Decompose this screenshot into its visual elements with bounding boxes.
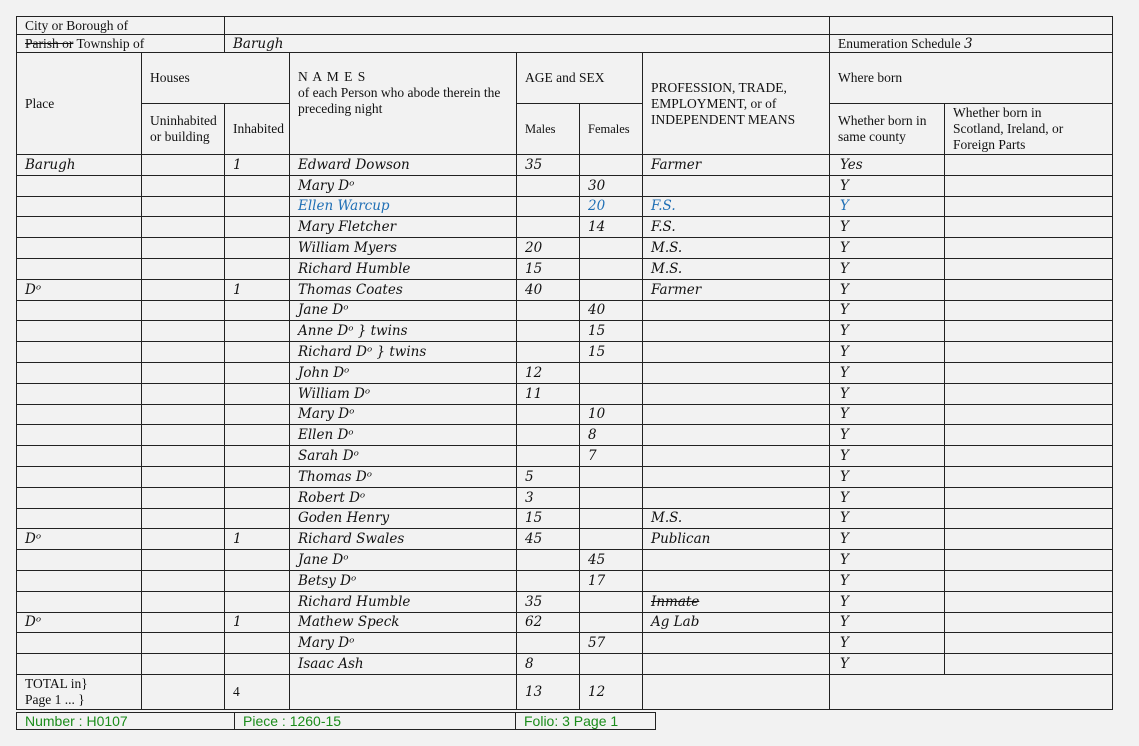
- row-profession: [643, 550, 830, 571]
- row-name: Richard Swales: [290, 529, 517, 550]
- row-uninhabited: [142, 321, 225, 342]
- row-born-same-county: Y: [830, 570, 945, 591]
- row-born-same-county: Y: [830, 425, 945, 446]
- table-row: [17, 196, 1113, 217]
- row-name: John Dᵒ: [290, 362, 517, 383]
- row-males: [517, 404, 580, 425]
- footer-number: Number : H0107: [17, 713, 235, 730]
- row-profession: [643, 300, 830, 321]
- row-born-foreign: [945, 570, 1113, 591]
- col-age-sex: AGE and SEX: [517, 53, 643, 104]
- row-inhabited: [225, 466, 290, 487]
- col-where-born: Where born: [830, 53, 1113, 104]
- row-born-same-county: Y: [830, 217, 945, 238]
- row-uninhabited: [142, 570, 225, 591]
- row-females: [580, 466, 643, 487]
- row-males: 15: [517, 508, 580, 529]
- borough-label: City or Borough of: [17, 17, 225, 35]
- row-born-same-county: Y: [830, 175, 945, 196]
- row-born-same-county: Y: [830, 591, 945, 612]
- row-born-same-county: Y: [830, 404, 945, 425]
- row-inhabited: [225, 633, 290, 654]
- row-profession: M.S.: [643, 258, 830, 279]
- row-name: Thomas Coates: [290, 279, 517, 300]
- row-born-foreign: [945, 321, 1113, 342]
- row-born-foreign: [945, 529, 1113, 550]
- col-houses: Houses: [142, 53, 290, 104]
- row-inhabited: [225, 425, 290, 446]
- schedule-label: Enumeration Schedule: [838, 35, 961, 51]
- census-table: [16, 16, 1113, 710]
- row-born-foreign: [945, 550, 1113, 571]
- row-profession: [643, 633, 830, 654]
- table-row: [17, 487, 1113, 508]
- row-place: [17, 550, 142, 571]
- table-row: [17, 217, 1113, 238]
- row-place: [17, 508, 142, 529]
- row-males: [517, 321, 580, 342]
- row-females: [580, 487, 643, 508]
- total-uninhabited: [142, 674, 225, 709]
- row-name: Mary Dᵒ: [290, 175, 517, 196]
- row-uninhabited: [142, 279, 225, 300]
- row-males: [517, 425, 580, 446]
- row-females: 7: [580, 446, 643, 467]
- row-females: 45: [580, 550, 643, 571]
- table-row: [17, 550, 1113, 571]
- row-inhabited: [225, 362, 290, 383]
- row-born-foreign: [945, 466, 1113, 487]
- table-row: [17, 529, 1113, 550]
- row-born-same-county: Y: [830, 238, 945, 259]
- table-row: [17, 175, 1113, 196]
- row-males: 35: [517, 155, 580, 176]
- township-label: [17, 35, 225, 53]
- row-males: [517, 446, 580, 467]
- row-males: 62: [517, 612, 580, 633]
- row-profession: [643, 570, 830, 591]
- row-born-foreign: [945, 404, 1113, 425]
- row-born-same-county: Y: [830, 279, 945, 300]
- footer-piece: Piece : 1260-15: [235, 713, 516, 730]
- row-place: [17, 321, 142, 342]
- row-males: 15: [517, 258, 580, 279]
- row-born-same-county: Y: [830, 654, 945, 675]
- row-name: Richard Humble: [290, 258, 517, 279]
- row-males: 45: [517, 529, 580, 550]
- row-place: [17, 362, 142, 383]
- table-row: [17, 238, 1113, 259]
- row-name: Ellen Dᵒ: [290, 425, 517, 446]
- schedule-value: 3: [963, 35, 973, 52]
- row-males: [517, 175, 580, 196]
- row-uninhabited: [142, 466, 225, 487]
- row-females: [580, 508, 643, 529]
- row-born-foreign: [945, 383, 1113, 404]
- col-place: Place: [17, 53, 142, 155]
- schedule-cell: [830, 35, 1113, 53]
- row-place: [17, 258, 142, 279]
- row-inhabited: [225, 508, 290, 529]
- row-females: [580, 238, 643, 259]
- row-name: Ellen Warcup: [290, 196, 517, 217]
- row-born-foreign: [945, 612, 1113, 633]
- row-profession: [643, 342, 830, 363]
- table-row: [17, 300, 1113, 321]
- col-uninhabited: Uninhabited or building: [142, 104, 225, 155]
- names-sub: of each Person who abode therein the preceding night: [298, 84, 501, 116]
- row-place: [17, 425, 142, 446]
- row-profession: F.S.: [643, 196, 830, 217]
- row-name: Thomas Dᵒ: [290, 466, 517, 487]
- row-place: [17, 487, 142, 508]
- row-females: 30: [580, 175, 643, 196]
- row-place: [17, 466, 142, 487]
- row-uninhabited: [142, 342, 225, 363]
- row-females: [580, 591, 643, 612]
- row-inhabited: [225, 175, 290, 196]
- township-value: Barugh: [225, 35, 830, 53]
- row-name: William Myers: [290, 238, 517, 259]
- row-born-foreign: [945, 175, 1113, 196]
- table-row: [17, 508, 1113, 529]
- row-born-foreign: [945, 155, 1113, 176]
- row-born-same-county: Y: [830, 529, 945, 550]
- row-males: [517, 570, 580, 591]
- row-name: Richard Humble: [290, 591, 517, 612]
- row-name: Isaac Ash: [290, 654, 517, 675]
- row-profession: Farmer: [643, 155, 830, 176]
- row-place: [17, 300, 142, 321]
- row-males: 20: [517, 238, 580, 259]
- row-place: [17, 633, 142, 654]
- row-uninhabited: [142, 529, 225, 550]
- row-name: Goden Henry: [290, 508, 517, 529]
- row-inhabited: [225, 487, 290, 508]
- row-inhabited: 1: [225, 279, 290, 300]
- row-males: 5: [517, 466, 580, 487]
- row-females: [580, 279, 643, 300]
- row-inhabited: 1: [225, 529, 290, 550]
- row-born-foreign: [945, 342, 1113, 363]
- row-profession: [643, 446, 830, 467]
- row-born-foreign: [945, 425, 1113, 446]
- table-row: [17, 279, 1113, 300]
- row-females: 57: [580, 633, 643, 654]
- row-born-foreign: [945, 279, 1113, 300]
- row-born-same-county: Y: [830, 508, 945, 529]
- row-uninhabited: [142, 612, 225, 633]
- row-profession: Inmate: [643, 591, 830, 612]
- row-inhabited: [225, 196, 290, 217]
- row-born-foreign: [945, 446, 1113, 467]
- table-row: [17, 321, 1113, 342]
- row-profession: [643, 425, 830, 446]
- total-profession: [643, 674, 830, 709]
- total-females: 12: [580, 674, 643, 709]
- row-born-same-county: Y: [830, 446, 945, 467]
- row-uninhabited: [142, 487, 225, 508]
- row-females: [580, 383, 643, 404]
- row-born-foreign: [945, 258, 1113, 279]
- row-name: Mary Dᵒ: [290, 633, 517, 654]
- row-place: [17, 217, 142, 238]
- row-name: William Dᵒ: [290, 383, 517, 404]
- row-males: 40: [517, 279, 580, 300]
- row-females: 10: [580, 404, 643, 425]
- names-title: N A M E S: [298, 68, 367, 84]
- parish-struck: Parish or: [25, 35, 74, 51]
- col-same-county: Whether born in same county: [830, 104, 945, 155]
- row-born-same-county: Y: [830, 342, 945, 363]
- row-inhabited: 1: [225, 155, 290, 176]
- table-row: [17, 466, 1113, 487]
- row-born-same-county: Y: [830, 633, 945, 654]
- row-name: Mary Fletcher: [290, 217, 517, 238]
- row-females: 14: [580, 217, 643, 238]
- row-profession: [643, 362, 830, 383]
- row-inhabited: [225, 404, 290, 425]
- total-names: [290, 674, 517, 709]
- row-born-same-county: Y: [830, 196, 945, 217]
- census-sheet: [16, 16, 1113, 710]
- row-males: [517, 300, 580, 321]
- row-born-foreign: [945, 591, 1113, 612]
- row-males: [517, 217, 580, 238]
- row-born-foreign: [945, 487, 1113, 508]
- total-label-line2: Page 1 ... }: [25, 691, 85, 707]
- row-females: [580, 529, 643, 550]
- row-place: Dᵒ: [17, 612, 142, 633]
- row-uninhabited: [142, 404, 225, 425]
- footer-bar: [16, 712, 656, 730]
- row-males: [517, 550, 580, 571]
- row-inhabited: [225, 300, 290, 321]
- row-place: [17, 591, 142, 612]
- row-inhabited: [225, 238, 290, 259]
- col-females: Females: [580, 104, 643, 155]
- row-uninhabited: [142, 196, 225, 217]
- row-born-foreign: [945, 654, 1113, 675]
- row-females: [580, 258, 643, 279]
- row-name: Jane Dᵒ: [290, 550, 517, 571]
- row-name: Betsy Dᵒ: [290, 570, 517, 591]
- row-place: [17, 383, 142, 404]
- row-born-same-county: Y: [830, 321, 945, 342]
- row-males: 11: [517, 383, 580, 404]
- row-born-same-county: Y: [830, 550, 945, 571]
- row-females: [580, 155, 643, 176]
- row-place: [17, 196, 142, 217]
- row-uninhabited: [142, 238, 225, 259]
- row-uninhabited: [142, 633, 225, 654]
- table-row: [17, 342, 1113, 363]
- borough-value: [225, 17, 830, 35]
- row-name: Mathew Speck: [290, 612, 517, 633]
- row-females: 15: [580, 342, 643, 363]
- row-males: 8: [517, 654, 580, 675]
- row-males: [517, 196, 580, 217]
- row-profession: [643, 654, 830, 675]
- row-females: 20: [580, 196, 643, 217]
- row-inhabited: [225, 383, 290, 404]
- total-label: [17, 674, 142, 709]
- row-inhabited: [225, 258, 290, 279]
- row-profession: [643, 175, 830, 196]
- row-inhabited: [225, 446, 290, 467]
- row-males: [517, 342, 580, 363]
- row-born-same-county: Y: [830, 383, 945, 404]
- row-males: 12: [517, 362, 580, 383]
- row-males: 3: [517, 487, 580, 508]
- row-place: Dᵒ: [17, 529, 142, 550]
- row-born-foreign: [945, 362, 1113, 383]
- row-born-same-county: Y: [830, 300, 945, 321]
- row-inhabited: [225, 654, 290, 675]
- row-born-same-county: Y: [830, 362, 945, 383]
- row-name: Robert Dᵒ: [290, 487, 517, 508]
- row-males: [517, 633, 580, 654]
- row-uninhabited: [142, 425, 225, 446]
- row-profession: [643, 487, 830, 508]
- row-profession: Ag Lab: [643, 612, 830, 633]
- table-row: [17, 258, 1113, 279]
- row-inhabited: [225, 342, 290, 363]
- row-place: [17, 175, 142, 196]
- row-uninhabited: [142, 550, 225, 571]
- row-profession: Farmer: [643, 279, 830, 300]
- row-place: Dᵒ: [17, 279, 142, 300]
- row-born-same-county: Y: [830, 466, 945, 487]
- row-place: [17, 570, 142, 591]
- row-uninhabited: [142, 362, 225, 383]
- row-uninhabited: [142, 591, 225, 612]
- table-row: [17, 654, 1113, 675]
- total-males: 13: [517, 674, 580, 709]
- row-name: Mary Dᵒ: [290, 404, 517, 425]
- total-born: [830, 674, 1113, 709]
- row-born-foreign: [945, 508, 1113, 529]
- row-born-foreign: [945, 217, 1113, 238]
- row-born-foreign: [945, 196, 1113, 217]
- row-place: Barugh: [17, 155, 142, 176]
- table-row: [17, 404, 1113, 425]
- census-rows: [17, 155, 1113, 675]
- row-females: 15: [580, 321, 643, 342]
- row-females: 8: [580, 425, 643, 446]
- row-uninhabited: [142, 258, 225, 279]
- col-inhabited: Inhabited: [225, 104, 290, 155]
- footer-folio: Folio: 3 Page 1: [516, 713, 656, 730]
- col-foreign: Whether born in Scotland, Ireland, or Foreign Parts: [945, 104, 1113, 155]
- row-born-foreign: [945, 300, 1113, 321]
- row-place: [17, 238, 142, 259]
- row-name: Anne Dᵒ } twins: [290, 321, 517, 342]
- row-place: [17, 654, 142, 675]
- row-born-foreign: [945, 238, 1113, 259]
- row-place: [17, 446, 142, 467]
- col-names: [290, 53, 517, 155]
- row-born-same-county: Y: [830, 612, 945, 633]
- row-profession: [643, 404, 830, 425]
- row-inhabited: [225, 217, 290, 238]
- row-inhabited: [225, 550, 290, 571]
- row-females: [580, 612, 643, 633]
- col-profession: PROFESSION, TRADE, EMPLOYMENT, or of INDEPENDENT MEANS: [643, 53, 830, 155]
- table-row: [17, 425, 1113, 446]
- row-profession: M.S.: [643, 238, 830, 259]
- row-uninhabited: [142, 175, 225, 196]
- row-females: 40: [580, 300, 643, 321]
- row-females: 17: [580, 570, 643, 591]
- total-inhabited: 4: [225, 674, 290, 709]
- col-males: Males: [517, 104, 580, 155]
- row-name: Sarah Dᵒ: [290, 446, 517, 467]
- row-inhabited: 1: [225, 612, 290, 633]
- row-profession: [643, 466, 830, 487]
- row-place: [17, 342, 142, 363]
- row-profession: Publican: [643, 529, 830, 550]
- table-row: [17, 155, 1113, 176]
- row-inhabited: [225, 321, 290, 342]
- township-word: Township of: [73, 35, 145, 51]
- table-row: [17, 591, 1113, 612]
- row-profession: F.S.: [643, 217, 830, 238]
- row-profession: M.S.: [643, 508, 830, 529]
- row-born-same-county: Y: [830, 487, 945, 508]
- borough-blank: [830, 17, 1113, 35]
- row-uninhabited: [142, 383, 225, 404]
- table-row: [17, 362, 1113, 383]
- row-uninhabited: [142, 217, 225, 238]
- table-row: [17, 633, 1113, 654]
- row-born-foreign: [945, 633, 1113, 654]
- row-born-same-county: Y: [830, 258, 945, 279]
- row-profession: [643, 321, 830, 342]
- row-uninhabited: [142, 508, 225, 529]
- table-row: [17, 612, 1113, 633]
- row-place: [17, 404, 142, 425]
- row-born-same-county: Yes: [830, 155, 945, 176]
- row-name: Richard Dᵒ } twins: [290, 342, 517, 363]
- row-males: 35: [517, 591, 580, 612]
- row-uninhabited: [142, 654, 225, 675]
- row-uninhabited: [142, 446, 225, 467]
- row-inhabited: [225, 591, 290, 612]
- table-row: [17, 446, 1113, 467]
- row-uninhabited: [142, 300, 225, 321]
- row-females: [580, 362, 643, 383]
- row-uninhabited: [142, 155, 225, 176]
- row-profession: [643, 383, 830, 404]
- row-name: Edward Dowson: [290, 155, 517, 176]
- row-females: [580, 654, 643, 675]
- table-row: [17, 570, 1113, 591]
- row-inhabited: [225, 570, 290, 591]
- row-name: Jane Dᵒ: [290, 300, 517, 321]
- total-label-line1: TOTAL in}: [25, 675, 88, 691]
- table-row: [17, 383, 1113, 404]
